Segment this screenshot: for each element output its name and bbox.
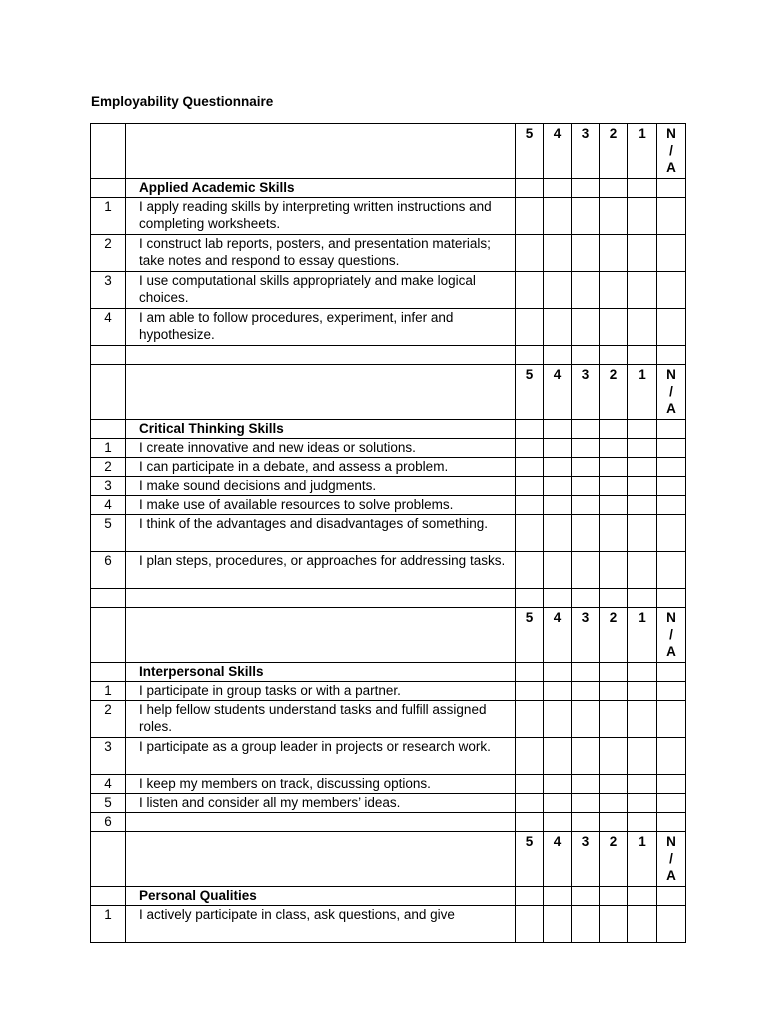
rating-cell[interactable]	[544, 496, 572, 515]
question-row	[91, 272, 686, 309]
scale-na-part: N	[666, 126, 676, 141]
rating-cell[interactable]	[657, 346, 686, 365]
rating-cell[interactable]	[516, 346, 544, 365]
rating-cell[interactable]	[516, 552, 544, 589]
question-text: I apply reading skills by interpreting written instructions and completing worksheets.	[126, 198, 516, 235]
rating-cell[interactable]	[572, 272, 600, 309]
question-number: 5	[91, 515, 126, 552]
question-text: I use computational skills appropriately and make logical choices.	[126, 272, 516, 309]
scale-na-part: A	[666, 160, 676, 175]
question-number: 5	[91, 794, 126, 813]
rating-cell[interactable]	[600, 515, 628, 552]
question-number: 4	[91, 775, 126, 794]
rating-cell[interactable]	[516, 701, 544, 738]
scale-na-part: /	[669, 143, 673, 158]
rating-cell[interactable]	[600, 309, 628, 346]
scale-label-2: 2	[600, 124, 628, 179]
question-text: I plan steps, procedures, or approaches for addressing tasks.	[126, 552, 516, 589]
rating-cell[interactable]	[572, 420, 600, 439]
rating-cell[interactable]	[600, 420, 628, 439]
question-row	[91, 552, 686, 589]
rating-cell[interactable]	[600, 272, 628, 309]
rating-cell[interactable]	[516, 179, 544, 198]
scale-label-1: 1	[628, 832, 657, 887]
scale-header-row	[91, 124, 686, 179]
question-number: 2	[91, 235, 126, 272]
rating-cell[interactable]	[657, 439, 686, 458]
rating-cell[interactable]	[544, 775, 572, 794]
question-text: I create innovative and new ideas or solutions.	[126, 439, 516, 458]
question-text: I listen and consider all my members’ ideas.	[126, 794, 516, 813]
header-blank-cell	[126, 365, 516, 420]
question-text	[126, 589, 516, 608]
scale-na-label	[657, 832, 686, 887]
section-heading: Personal Qualities	[126, 887, 516, 906]
scale-label-5: 5	[516, 608, 544, 663]
question-number: 2	[91, 701, 126, 738]
question-row	[91, 682, 686, 701]
rating-cell[interactable]	[600, 589, 628, 608]
rating-cell[interactable]	[628, 477, 657, 496]
section-heading-row	[91, 420, 686, 439]
question-text: I actively participate in class, ask questions, and give	[126, 906, 516, 943]
rating-cell[interactable]	[544, 906, 572, 943]
question-number: 4	[91, 496, 126, 515]
rating-cell[interactable]	[628, 589, 657, 608]
scale-na-label	[657, 365, 686, 420]
rating-cell[interactable]	[572, 701, 600, 738]
rating-cell[interactable]	[657, 813, 686, 832]
rating-cell[interactable]	[516, 420, 544, 439]
rating-cell[interactable]	[628, 682, 657, 701]
question-text: I think of the advantages and disadvantages of something.	[126, 515, 516, 552]
question-row	[91, 198, 686, 235]
rating-cell[interactable]	[600, 458, 628, 477]
scale-label-1: 1	[628, 365, 657, 420]
question-number: 6	[91, 813, 126, 832]
rating-cell[interactable]	[544, 309, 572, 346]
rating-cell[interactable]	[544, 458, 572, 477]
rating-cell[interactable]	[572, 309, 600, 346]
header-blank-cell	[126, 608, 516, 663]
rating-cell[interactable]	[516, 682, 544, 701]
rating-cell[interactable]	[628, 552, 657, 589]
header-blank-cell	[126, 832, 516, 887]
question-row	[91, 515, 686, 552]
rating-cell[interactable]	[628, 738, 657, 775]
header-blank-cell	[91, 124, 126, 179]
rating-cell[interactable]	[628, 496, 657, 515]
rating-cell[interactable]	[544, 663, 572, 682]
rating-cell[interactable]	[516, 663, 544, 682]
scale-na-part: /	[669, 627, 673, 642]
rating-cell[interactable]	[572, 663, 600, 682]
rating-cell[interactable]	[657, 552, 686, 589]
questionnaire-table	[90, 123, 686, 943]
question-row	[91, 235, 686, 272]
question-number: 1	[91, 682, 126, 701]
rating-cell[interactable]	[628, 813, 657, 832]
rating-cell[interactable]	[657, 701, 686, 738]
scale-na-part: N	[666, 610, 676, 625]
rating-cell[interactable]	[516, 309, 544, 346]
rating-cell[interactable]	[572, 552, 600, 589]
rating-cell[interactable]	[657, 906, 686, 943]
scale-na-part: /	[669, 851, 673, 866]
rating-cell[interactable]	[657, 775, 686, 794]
scale-na-part: N	[666, 834, 676, 849]
rating-cell[interactable]	[600, 887, 628, 906]
rating-cell[interactable]	[572, 458, 600, 477]
rating-cell[interactable]	[544, 346, 572, 365]
rating-cell[interactable]	[600, 477, 628, 496]
rating-cell[interactable]	[600, 682, 628, 701]
question-row	[91, 813, 686, 832]
scale-label-4: 4	[544, 832, 572, 887]
rating-cell[interactable]	[600, 496, 628, 515]
scale-label-5: 5	[516, 832, 544, 887]
rating-cell[interactable]	[600, 775, 628, 794]
rating-cell[interactable]	[544, 477, 572, 496]
question-text: I help fellow students understand tasks and fulfill assigned roles.	[126, 701, 516, 738]
section-number-cell	[91, 663, 126, 682]
scale-na-part: /	[669, 384, 673, 399]
scale-label-3: 3	[572, 365, 600, 420]
rating-cell[interactable]	[657, 496, 686, 515]
rating-cell[interactable]	[516, 458, 544, 477]
rating-cell[interactable]	[544, 420, 572, 439]
rating-cell[interactable]	[657, 458, 686, 477]
question-text: I make use of available resources to solve problems.	[126, 496, 516, 515]
rating-cell[interactable]	[544, 701, 572, 738]
scale-label-1: 1	[628, 124, 657, 179]
rating-cell[interactable]	[628, 794, 657, 813]
rating-cell[interactable]	[516, 439, 544, 458]
rating-cell[interactable]	[572, 813, 600, 832]
question-number: 1	[91, 906, 126, 943]
header-blank-cell	[91, 832, 126, 887]
scale-label-4: 4	[544, 608, 572, 663]
rating-cell[interactable]	[657, 682, 686, 701]
rating-cell[interactable]	[628, 198, 657, 235]
question-text: I keep my members on track, discussing options.	[126, 775, 516, 794]
scale-na-part: A	[666, 868, 676, 883]
questionnaire-body	[91, 124, 686, 943]
rating-cell[interactable]	[544, 738, 572, 775]
rating-cell[interactable]	[628, 309, 657, 346]
rating-cell[interactable]	[544, 813, 572, 832]
question-row	[91, 458, 686, 477]
rating-cell[interactable]	[628, 775, 657, 794]
section-number-cell	[91, 420, 126, 439]
question-row	[91, 701, 686, 738]
section-heading: Interpersonal Skills	[126, 663, 516, 682]
question-row	[91, 906, 686, 943]
rating-cell[interactable]	[544, 235, 572, 272]
rating-cell[interactable]	[544, 272, 572, 309]
rating-cell[interactable]	[516, 887, 544, 906]
header-blank-cell	[91, 365, 126, 420]
question-row	[91, 794, 686, 813]
rating-cell[interactable]	[657, 738, 686, 775]
scale-na-part: A	[666, 401, 676, 416]
question-number: 2	[91, 458, 126, 477]
question-row	[91, 775, 686, 794]
question-number: 6	[91, 552, 126, 589]
header-blank-cell	[126, 124, 516, 179]
rating-cell[interactable]	[600, 235, 628, 272]
scale-label-1: 1	[628, 608, 657, 663]
rating-cell[interactable]	[628, 179, 657, 198]
scale-na-part: N	[666, 367, 676, 382]
question-row	[91, 496, 686, 515]
rating-cell[interactable]	[657, 420, 686, 439]
rating-cell[interactable]	[600, 906, 628, 943]
rating-cell[interactable]	[572, 775, 600, 794]
question-row	[91, 477, 686, 496]
question-number: 3	[91, 738, 126, 775]
rating-cell[interactable]	[572, 682, 600, 701]
rating-cell[interactable]	[628, 906, 657, 943]
question-number: 1	[91, 198, 126, 235]
question-text: I make sound decisions and judgments.	[126, 477, 516, 496]
rating-cell[interactable]	[628, 701, 657, 738]
section-heading: Applied Academic Skills	[126, 179, 516, 198]
scale-na-label	[657, 124, 686, 179]
scale-header-row	[91, 608, 686, 663]
question-number: 3	[91, 272, 126, 309]
rating-cell[interactable]	[600, 346, 628, 365]
rating-cell[interactable]	[657, 794, 686, 813]
rating-cell[interactable]	[572, 346, 600, 365]
rating-cell[interactable]	[516, 738, 544, 775]
rating-cell[interactable]	[544, 589, 572, 608]
section-heading-row	[91, 887, 686, 906]
rating-cell[interactable]	[516, 477, 544, 496]
rating-cell[interactable]	[657, 309, 686, 346]
rating-cell[interactable]	[516, 272, 544, 309]
rating-cell[interactable]	[600, 552, 628, 589]
scale-label-5: 5	[516, 124, 544, 179]
rating-cell[interactable]	[516, 906, 544, 943]
rating-cell[interactable]	[628, 235, 657, 272]
rating-cell[interactable]	[572, 515, 600, 552]
scale-label-2: 2	[600, 608, 628, 663]
question-row	[91, 439, 686, 458]
scale-na-part: A	[666, 644, 676, 659]
question-text: I am able to follow procedures, experiment, infer and hypothesize.	[126, 309, 516, 346]
rating-cell[interactable]	[516, 198, 544, 235]
scale-na-label	[657, 608, 686, 663]
rating-cell[interactable]	[572, 589, 600, 608]
rating-cell[interactable]	[572, 179, 600, 198]
question-text	[126, 346, 516, 365]
question-text: I construct lab reports, posters, and presentation materials; take notes and respond to essay questions.	[126, 235, 516, 272]
scale-label-5: 5	[516, 365, 544, 420]
rating-cell[interactable]	[544, 515, 572, 552]
scale-label-2: 2	[600, 832, 628, 887]
question-text: I can participate in a debate, and assess a problem.	[126, 458, 516, 477]
scale-header-row	[91, 365, 686, 420]
rating-cell[interactable]	[544, 682, 572, 701]
rating-cell[interactable]	[600, 701, 628, 738]
rating-cell[interactable]	[628, 420, 657, 439]
scale-label-3: 3	[572, 608, 600, 663]
rating-cell[interactable]	[628, 887, 657, 906]
section-number-cell	[91, 887, 126, 906]
scale-label-3: 3	[572, 124, 600, 179]
rating-cell[interactable]	[572, 738, 600, 775]
question-row	[91, 346, 686, 365]
section-heading-row	[91, 663, 686, 682]
rating-cell[interactable]	[572, 887, 600, 906]
question-number: 4	[91, 309, 126, 346]
rating-cell[interactable]	[657, 477, 686, 496]
rating-cell[interactable]	[657, 272, 686, 309]
question-row	[91, 589, 686, 608]
scale-label-4: 4	[544, 124, 572, 179]
question-number: 3	[91, 477, 126, 496]
question-row	[91, 738, 686, 775]
scale-label-4: 4	[544, 365, 572, 420]
rating-cell[interactable]	[628, 515, 657, 552]
rating-cell[interactable]	[572, 906, 600, 943]
rating-cell[interactable]	[516, 775, 544, 794]
rating-cell[interactable]	[516, 589, 544, 608]
rating-cell[interactable]	[544, 552, 572, 589]
rating-cell[interactable]	[600, 813, 628, 832]
rating-cell[interactable]	[600, 794, 628, 813]
rating-cell[interactable]	[544, 198, 572, 235]
rating-cell[interactable]	[657, 515, 686, 552]
rating-cell[interactable]	[657, 179, 686, 198]
rating-cell[interactable]	[628, 458, 657, 477]
rating-cell[interactable]	[572, 439, 600, 458]
section-number-cell	[91, 179, 126, 198]
rating-cell[interactable]	[657, 198, 686, 235]
rating-cell[interactable]	[572, 477, 600, 496]
rating-cell[interactable]	[628, 663, 657, 682]
rating-cell[interactable]	[600, 738, 628, 775]
question-number	[91, 589, 126, 608]
rating-cell[interactable]	[600, 179, 628, 198]
rating-cell[interactable]	[600, 439, 628, 458]
scale-label-3: 3	[572, 832, 600, 887]
rating-cell[interactable]	[628, 272, 657, 309]
rating-cell[interactable]	[544, 887, 572, 906]
section-heading: Critical Thinking Skills	[126, 420, 516, 439]
scale-label-2: 2	[600, 365, 628, 420]
header-blank-cell	[91, 608, 126, 663]
rating-cell[interactable]	[572, 198, 600, 235]
rating-cell[interactable]	[572, 794, 600, 813]
rating-cell[interactable]	[516, 515, 544, 552]
rating-cell[interactable]	[628, 439, 657, 458]
section-heading-row	[91, 179, 686, 198]
rating-cell[interactable]	[657, 887, 686, 906]
rating-cell[interactable]	[600, 198, 628, 235]
question-text	[126, 813, 516, 832]
rating-cell[interactable]	[657, 663, 686, 682]
question-text: I participate as a group leader in projects or research work.	[126, 738, 516, 775]
rating-cell[interactable]	[516, 813, 544, 832]
rating-cell[interactable]	[544, 179, 572, 198]
rating-cell[interactable]	[628, 346, 657, 365]
rating-cell[interactable]	[516, 235, 544, 272]
rating-cell[interactable]	[516, 794, 544, 813]
question-row	[91, 309, 686, 346]
rating-cell[interactable]	[544, 794, 572, 813]
rating-cell[interactable]	[544, 439, 572, 458]
rating-cell[interactable]	[572, 496, 600, 515]
scale-header-row	[91, 832, 686, 887]
question-number	[91, 346, 126, 365]
rating-cell[interactable]	[657, 589, 686, 608]
question-number: 1	[91, 439, 126, 458]
question-text: I participate in group tasks or with a partner.	[126, 682, 516, 701]
document-title: Employability Questionnaire	[91, 94, 274, 109]
rating-cell[interactable]	[657, 235, 686, 272]
rating-cell[interactable]	[516, 496, 544, 515]
rating-cell[interactable]	[572, 235, 600, 272]
rating-cell[interactable]	[600, 663, 628, 682]
